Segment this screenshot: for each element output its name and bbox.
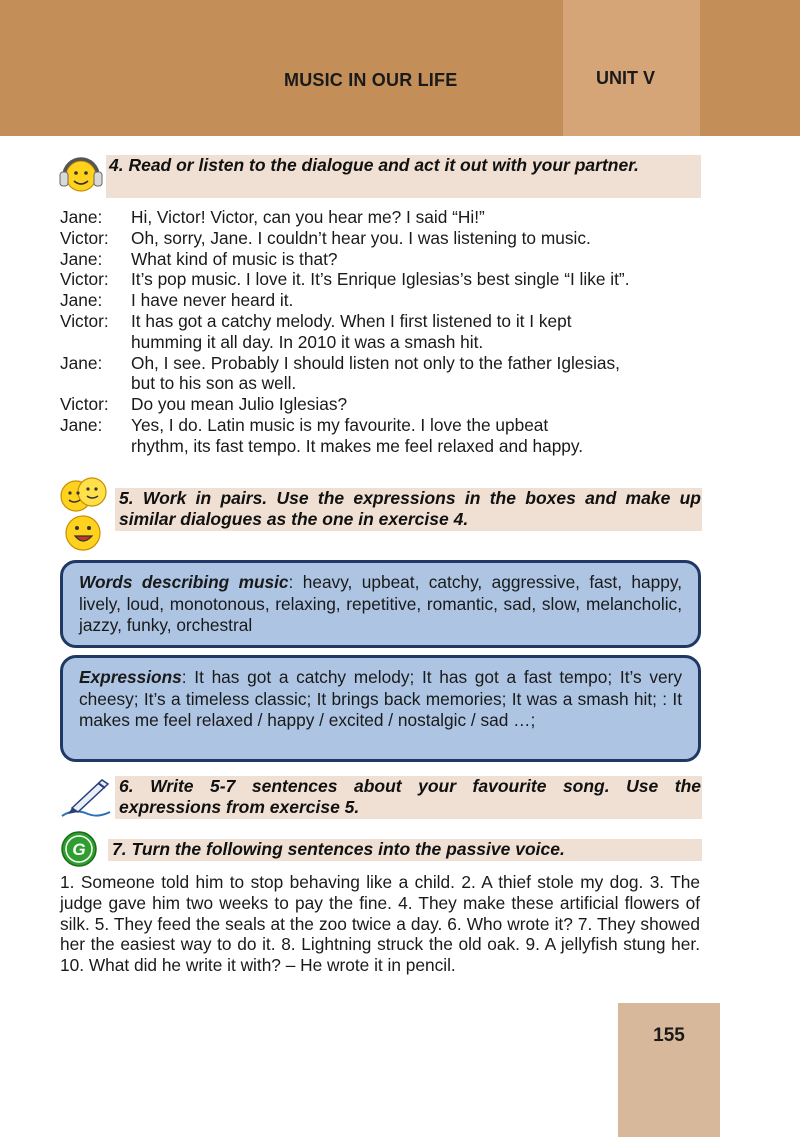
speaker: Jane: bbox=[60, 248, 103, 269]
line-text: I have never heard it. bbox=[131, 290, 294, 311]
line-text: It’s pop music. I love it. It’s Enrique Iglesias’s best single “I like it”. bbox=[131, 269, 630, 290]
words-describing-music-box bbox=[60, 560, 701, 648]
dialogue-line bbox=[60, 394, 720, 415]
speaker: Victor: bbox=[60, 269, 109, 290]
line-text: Yes, I do. Latin music is my favourite. I love the upbeat bbox=[131, 414, 549, 435]
speaker: Victor: bbox=[60, 310, 109, 331]
pen-writing-icon bbox=[58, 774, 114, 820]
chapter-title: MUSIC IN OUR LIFE bbox=[284, 70, 458, 90]
box-text: : heavy, upbeat, catchy, aggressive, fast, happy, lively, loud, monotonous, relaxing, repetitive, romantic, sad, slow, melancholic, jazzy, funky, orchestral bbox=[79, 572, 682, 635]
line-text: Oh, I see. Probably I should listen not only to the father Iglesias, bbox=[131, 352, 620, 373]
task-4-heading: 4. Read or listen to the dialogue and act it out with your partner. bbox=[106, 155, 701, 198]
expressions-box bbox=[60, 655, 701, 762]
dialogue-line bbox=[60, 353, 720, 374]
line-text: rhythm, its fast tempo. It makes me feel relaxed and happy. bbox=[131, 435, 584, 456]
dialogue bbox=[60, 207, 720, 457]
speaker: Jane: bbox=[60, 352, 103, 373]
dialogue-line bbox=[60, 290, 720, 311]
dialogue-line bbox=[60, 269, 720, 290]
speaker: Jane: bbox=[60, 414, 103, 435]
speaker: Victor: bbox=[60, 227, 109, 248]
grammar-letter: G bbox=[72, 840, 86, 859]
task-7-heading: 7. Turn the following sentences into the passive voice. bbox=[108, 839, 702, 861]
dialogue-line bbox=[60, 373, 720, 394]
dialogue-line bbox=[60, 228, 720, 249]
dialogue-line bbox=[60, 311, 720, 332]
box-text: : It has got a catchy melody; It has got a fast tempo; It’s very cheesy; It’s a timeless classic; It brings back memories; It was a smash hit; : It makes me feel relaxed / happy / excited / nostalgic / sad …; bbox=[79, 667, 682, 730]
task-6-heading: 6. Write 5-7 sentences about your favourite song. Use the expressions from exercise 5. bbox=[115, 776, 702, 819]
line-text: humming it all day. In 2010 it was a smash hit. bbox=[131, 331, 484, 352]
task-5-heading: 5. Work in pairs. Use the expressions in the boxes and make up similar dialogues as the one in exercise 4. bbox=[115, 488, 702, 531]
dialogue-line bbox=[60, 415, 720, 436]
dialogue-line bbox=[60, 207, 720, 228]
speaker: Jane: bbox=[60, 290, 103, 311]
line-text: What kind of music is that? bbox=[131, 248, 338, 269]
line-text: It has got a catchy melody. When I first listened to it I kept bbox=[131, 310, 572, 331]
box-heading: Expressions bbox=[79, 667, 182, 687]
page-number-tab bbox=[618, 1003, 720, 1137]
line-text: Oh, sorry, Jane. I couldn’t hear you. I was listening to music. bbox=[131, 227, 591, 248]
page-number: 155 bbox=[653, 1025, 685, 1046]
line-text: Hi, Victor! Victor, can you hear me? I said “Hi!” bbox=[131, 207, 485, 227]
task-7-sentences: 1. Someone told him to stop behaving like a child. 2. A thief stole my dog. 3. The judge gave him two weeks to pay the fine. 4. They make these artificial flowers of silk. 5. They feed the seals at the zoo twice a day. 6. Who wrote it? 7. They showed her the easiest way to do it. 8. Lightning struck the old oak. 9. A jellyfish stung her. 10. What did he write it with? – He wrote it in pencil. bbox=[60, 872, 700, 976]
speaker: Jane: bbox=[60, 207, 103, 227]
dialogue-line bbox=[60, 249, 720, 270]
dialogue-line bbox=[60, 436, 720, 457]
grammar-g-icon bbox=[60, 830, 98, 868]
dialogue-line bbox=[60, 332, 720, 353]
pair-work-smileys-icon bbox=[56, 470, 112, 554]
box-heading: Words describing music bbox=[79, 572, 289, 592]
speaker: Victor: bbox=[60, 394, 109, 415]
headphones-smiley-icon bbox=[58, 152, 104, 196]
unit-label: UNIT V bbox=[596, 68, 656, 88]
line-text: but to his son as well. bbox=[131, 373, 297, 394]
line-text: Do you mean Julio Iglesias? bbox=[131, 394, 348, 415]
